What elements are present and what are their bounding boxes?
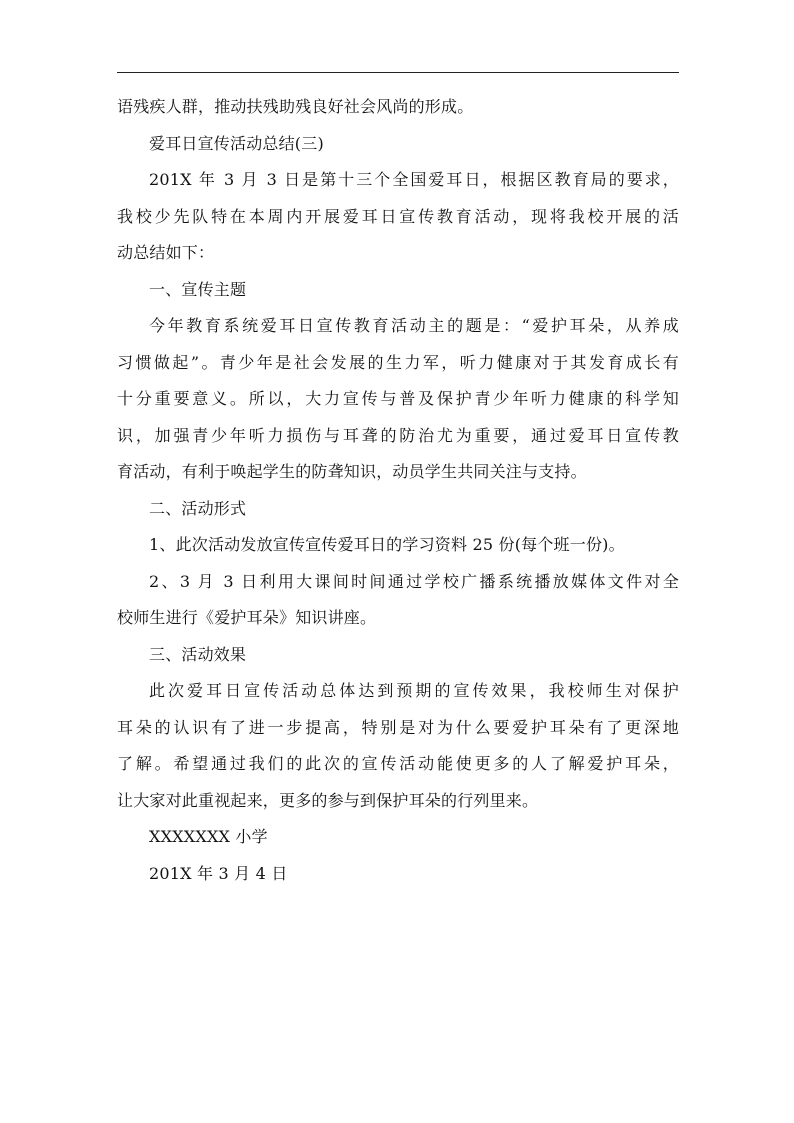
- text-line: 我校少先队特在本周内开展爱耳日宣传教育活动，现将我校开展的活: [117, 206, 679, 226]
- section-heading: 三、活动效果: [149, 644, 247, 664]
- section-subtitle: 爱耳日宣传活动总结(三): [149, 133, 324, 153]
- signature-school: XXXXXXX 小学: [149, 827, 268, 846]
- text-line: 耳朵的认识有了进一步提高，特别是对为什么要爱护耳朵有了更深地: [117, 717, 679, 737]
- text-line: 动总结如下：: [117, 243, 215, 262]
- text-line: 校师生进行《爱护耳朵》知识讲座。: [117, 608, 377, 627]
- header-rule: [117, 72, 679, 73]
- text-line: 语残疾人群，推动扶残助残良好社会风尚的形成。: [117, 97, 474, 116]
- text-line: 习惯做起”。青少年是社会发展的生力军，听力健康对于其发育成长有: [117, 352, 679, 372]
- text-line: 今年教育系统爱耳日宣传教育活动主的题是：“爱护耳朵，从养成: [149, 316, 679, 335]
- text-line: 201X 年 3 月 3 日是第十三个全国爱耳日，根据区教育局的要求，: [149, 170, 679, 189]
- text-line: 此次爱耳日宣传活动总体达到预期的宣传效果，我校师生对保护: [149, 681, 679, 700]
- document-body: [117, 89, 679, 892]
- section-heading: 一、宣传主题: [149, 279, 247, 299]
- text-line: 1、此次活动发放宣传宣传爱耳日的学习资料 25 份(每个班一份)。: [149, 535, 625, 554]
- text-line: 识，加强青少年听力损伤与耳聋的防治尤为重要，通过爱耳日宣传教: [117, 425, 679, 445]
- text-line: 2、3 月 3 日利用大课间时间通过学校广播系统播放媒体文件对全: [149, 571, 679, 591]
- text-line: 让大家对此重视起来，更多的参与到保护耳朵的行列里来。: [117, 790, 539, 810]
- signature-date: 201X 年 3 月 4 日: [149, 863, 288, 883]
- text-line: 十分重要意义。所以，大力宣传与普及保护青少年听力健康的科学知: [117, 389, 679, 408]
- text-line: 了解。希望通过我们的此次的宣传活动能使更多的人了解爱护耳朵，: [117, 754, 679, 773]
- text-line: 育活动，有利于唤起学生的防聋知识，动员学生共同关注与支持。: [117, 462, 587, 481]
- section-heading: 二、活动形式: [149, 498, 247, 518]
